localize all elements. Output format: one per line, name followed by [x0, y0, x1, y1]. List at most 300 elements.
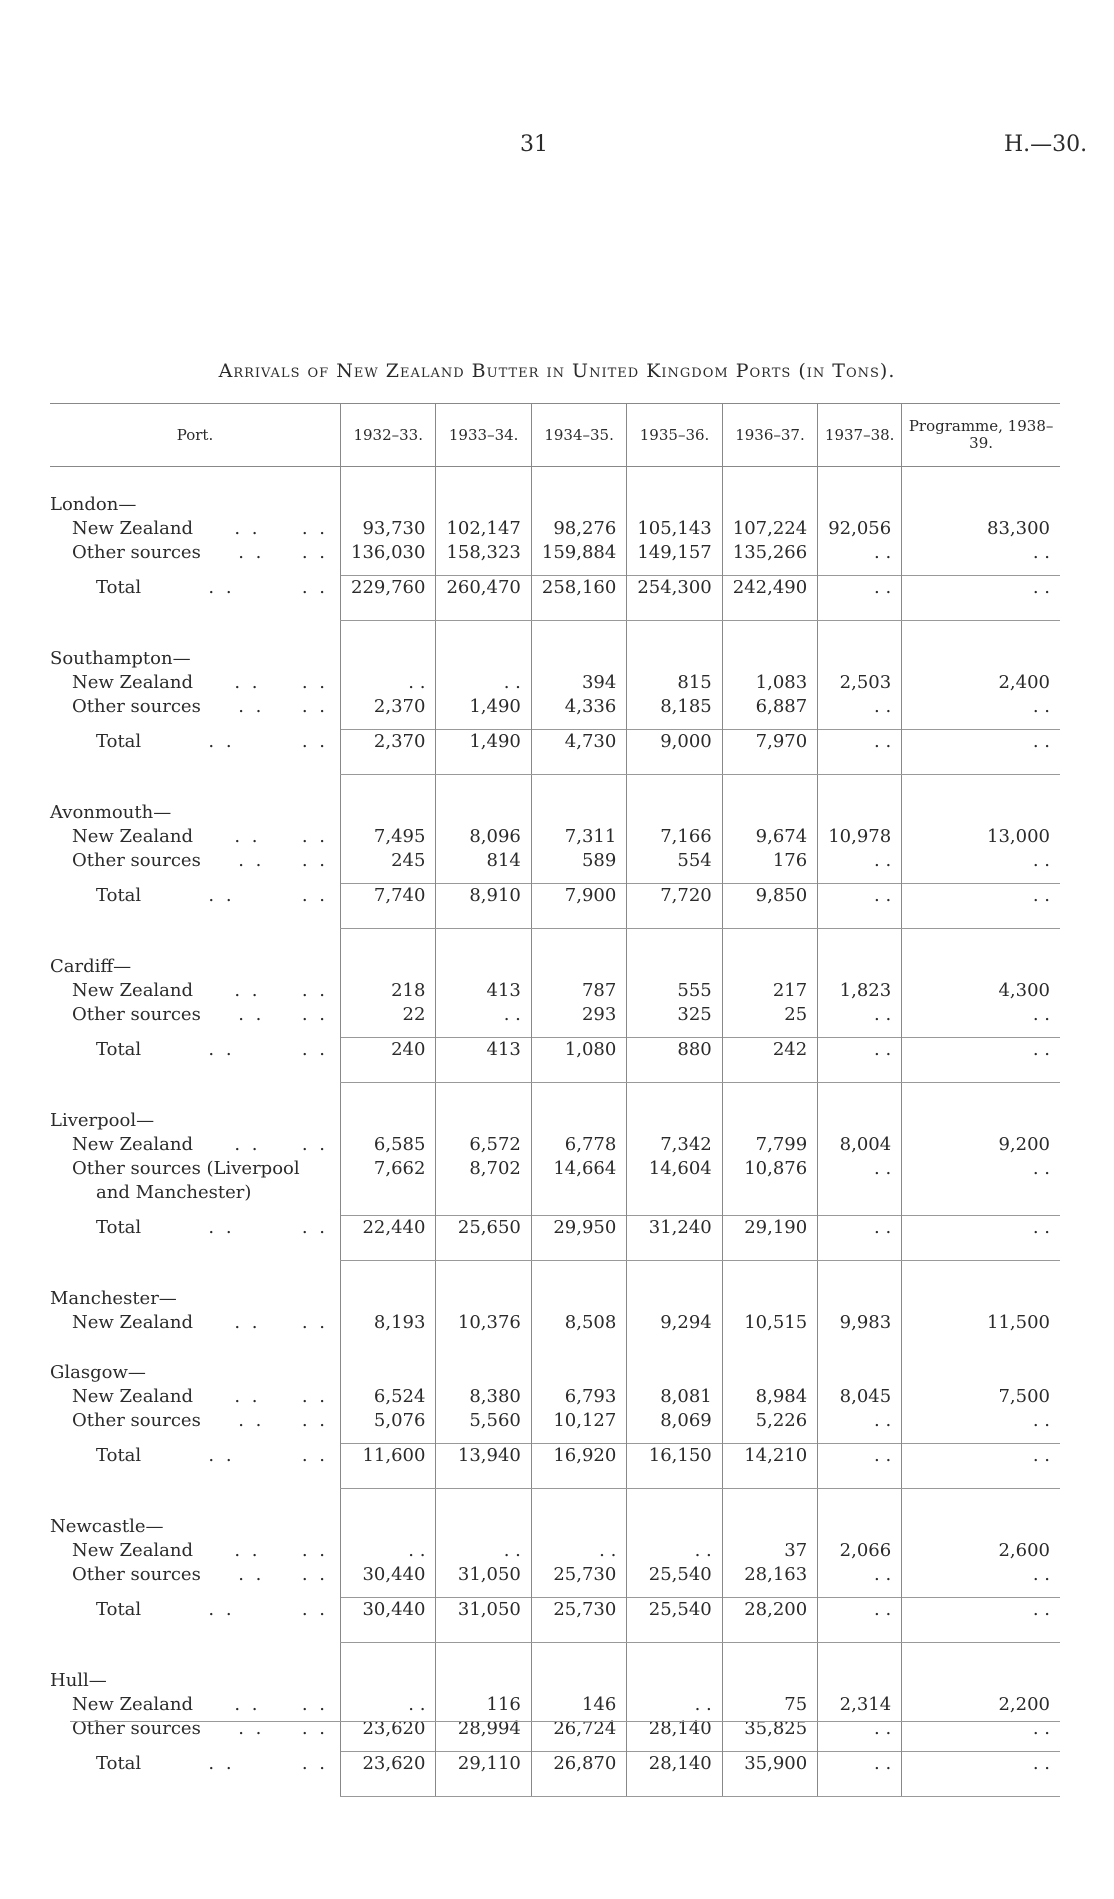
total-cell: 28,200: [722, 1598, 817, 1643]
leader-dots: . .: [301, 1752, 328, 1774]
table-cell: 1,083: [722, 671, 817, 695]
total-cell: . .: [818, 1216, 902, 1261]
total-cell: 2,370: [341, 730, 436, 775]
port-name: Liverpool—: [50, 1110, 155, 1131]
leader-dots: . .: [301, 1216, 328, 1238]
table-cell: . .: [902, 695, 1060, 719]
total-cell: . .: [818, 730, 902, 775]
leader-dots: . .: [234, 518, 261, 539]
table-cell: 8,045: [818, 1385, 902, 1409]
table-cell: 4,336: [531, 695, 626, 719]
total-label: Total: [96, 1444, 142, 1466]
table-cell: . .: [818, 1409, 902, 1433]
leader-dots: . .: [301, 696, 328, 717]
leader-dots: . .: [301, 730, 328, 752]
table-cell: 8,081: [627, 1385, 722, 1409]
table-cell: . .: [818, 1717, 902, 1741]
total-cell: 229,760: [341, 576, 436, 621]
leader-dots: . .: [208, 1444, 235, 1466]
total-label: Total: [96, 1752, 142, 1774]
group-row: [50, 1287, 1060, 1311]
table-cell: 10,876: [722, 1157, 817, 1205]
total-cell: 260,470: [436, 576, 531, 621]
table-row: [50, 1563, 1060, 1587]
total-cell: 880: [627, 1038, 722, 1083]
total-label: Total: [96, 884, 142, 906]
table-row: [50, 979, 1060, 1003]
total-row: [50, 1216, 1060, 1261]
row-label: Other sources: [72, 542, 201, 563]
total-cell: 29,950: [531, 1216, 626, 1261]
total-label: Total: [96, 576, 142, 598]
port-name: Manchester—: [50, 1288, 177, 1309]
table-cell: 589: [531, 849, 626, 873]
table-cell: 814: [436, 849, 531, 873]
table-cell: . .: [818, 695, 902, 719]
table-cell: 146: [531, 1693, 626, 1717]
leader-dots: . .: [238, 1718, 265, 1739]
table-cell: 14,604: [627, 1157, 722, 1205]
leader-dots: . .: [234, 1312, 261, 1333]
table-cell: 2,370: [341, 695, 436, 719]
table-cell: 6,572: [436, 1133, 531, 1157]
total-cell: 9,000: [627, 730, 722, 775]
total-row: [50, 884, 1060, 929]
table-cell: . .: [627, 1539, 722, 1563]
table-cell: 30,440: [341, 1563, 436, 1587]
group-row: [50, 1109, 1060, 1133]
total-cell: . .: [818, 1598, 902, 1643]
table-cell: 1,490: [436, 695, 531, 719]
row-label: New Zealand: [72, 980, 194, 1001]
table-cell: . .: [627, 1693, 722, 1717]
table-cell: . .: [436, 1539, 531, 1563]
leader-dots: . .: [301, 672, 328, 693]
table-cell: 6,778: [531, 1133, 626, 1157]
spacer-row: [50, 775, 1060, 802]
row-label: New Zealand: [72, 826, 194, 847]
table-cell: 787: [531, 979, 626, 1003]
total-cell: 30,440: [341, 1598, 436, 1643]
total-cell: . .: [902, 1444, 1060, 1489]
table-cell: 136,030: [341, 541, 436, 565]
table-cell: 7,166: [627, 825, 722, 849]
total-cell: 1,080: [531, 1038, 626, 1083]
leader-dots: . .: [301, 1134, 328, 1155]
total-row: [50, 1752, 1060, 1797]
table-cell: . .: [902, 1157, 1060, 1205]
total-cell: 8,910: [436, 884, 531, 929]
table-cell: 7,342: [627, 1133, 722, 1157]
total-cell: . .: [902, 1038, 1060, 1083]
table-cell: 2,503: [818, 671, 902, 695]
table-cell: 8,185: [627, 695, 722, 719]
group-row: [50, 1669, 1060, 1693]
leader-dots: . .: [234, 826, 261, 847]
leader-dots: . .: [301, 1038, 328, 1060]
table-cell: 217: [722, 979, 817, 1003]
leader-dots: . .: [234, 672, 261, 693]
total-cell: 16,150: [627, 1444, 722, 1489]
total-cell: 240: [341, 1038, 436, 1083]
table-cell: . .: [531, 1539, 626, 1563]
table-row: [50, 671, 1060, 695]
table-cell: 25,540: [627, 1563, 722, 1587]
table-row: [50, 1157, 1060, 1205]
leader-dots: . .: [234, 1386, 261, 1407]
table-cell: 25,730: [531, 1563, 626, 1587]
spacer-row: [50, 621, 1060, 648]
row-label: Other sources: [72, 1410, 201, 1431]
port-name: Glasgow—: [50, 1362, 146, 1383]
spacer-row: [50, 1489, 1060, 1516]
leader-dots: . .: [301, 826, 328, 847]
total-cell: . .: [902, 884, 1060, 929]
total-cell: 254,300: [627, 576, 722, 621]
total-label: Total: [96, 1598, 142, 1620]
table-cell: 105,143: [627, 517, 722, 541]
leader-dots: . .: [238, 542, 265, 563]
total-label: Total: [96, 1216, 142, 1238]
table-row: [50, 849, 1060, 873]
table-cell: 9,200: [902, 1133, 1060, 1157]
table-cell: 6,524: [341, 1385, 436, 1409]
total-cell: . .: [902, 1752, 1060, 1797]
table-cell: 555: [627, 979, 722, 1003]
table-cell: 7,662: [341, 1157, 436, 1205]
total-cell: 26,870: [531, 1752, 626, 1797]
table-row: [50, 1409, 1060, 1433]
total-cell: 242,490: [722, 576, 817, 621]
port-name: Hull—: [50, 1670, 107, 1691]
leader-dots: . .: [234, 1134, 261, 1155]
leader-dots: . .: [301, 1540, 328, 1561]
spacer-row: [50, 1261, 1060, 1288]
total-cell: 13,940: [436, 1444, 531, 1489]
table-body: [50, 467, 1060, 1797]
table-cell: 26,724: [531, 1717, 626, 1741]
table-cell: 176: [722, 849, 817, 873]
table-cell: 218: [341, 979, 436, 1003]
total-cell: 7,900: [531, 884, 626, 929]
total-cell: 242: [722, 1038, 817, 1083]
table-cell: 9,674: [722, 825, 817, 849]
total-cell: 11,600: [341, 1444, 436, 1489]
total-cell: . .: [818, 1038, 902, 1083]
leader-dots: . .: [208, 1598, 235, 1620]
leader-dots: . .: [208, 1038, 235, 1060]
table-cell: 8,004: [818, 1133, 902, 1157]
row-label: New Zealand: [72, 1694, 194, 1715]
total-cell: 7,720: [627, 884, 722, 929]
group-row: [50, 955, 1060, 979]
table-cell: 159,884: [531, 541, 626, 565]
table-cell: 1,823: [818, 979, 902, 1003]
table-cell: 35,825: [722, 1717, 817, 1741]
row-label: Other sources: [72, 1718, 201, 1739]
leader-dots: . .: [301, 1718, 328, 1739]
total-row: [50, 730, 1060, 775]
row-label: Other sources (Liverpool: [72, 1158, 300, 1179]
leader-dots: . .: [234, 980, 261, 1001]
table-cell: . .: [902, 1563, 1060, 1587]
column-header: 1935–36.: [627, 404, 722, 467]
total-cell: . .: [818, 884, 902, 929]
table-cell: . .: [436, 1003, 531, 1027]
total-label: Total: [96, 1038, 142, 1060]
table-cell: 28,994: [436, 1717, 531, 1741]
table-row: [50, 1539, 1060, 1563]
table-cell: 8,702: [436, 1157, 531, 1205]
table-cell: . .: [341, 1539, 436, 1563]
total-label: Total: [96, 730, 142, 752]
spacer-row: [50, 467, 1060, 494]
total-row: [50, 1444, 1060, 1489]
header-row: [50, 404, 1060, 467]
leader-dots: . .: [301, 1444, 328, 1466]
total-cell: . .: [818, 1752, 902, 1797]
leader-dots: . .: [301, 1386, 328, 1407]
table-cell: . .: [818, 1003, 902, 1027]
row-label-continued: and Manchester): [96, 1182, 252, 1203]
table-cell: 2,200: [902, 1693, 1060, 1717]
table-cell: . .: [341, 671, 436, 695]
table-cell: 10,376: [436, 1311, 531, 1335]
table-cell: 8,096: [436, 825, 531, 849]
column-header: 1932–33.: [341, 404, 436, 467]
column-header: 1934–35.: [531, 404, 626, 467]
table-cell: 102,147: [436, 517, 531, 541]
table-cell: . .: [902, 1409, 1060, 1433]
table-cell: 25: [722, 1003, 817, 1027]
total-cell: 7,970: [722, 730, 817, 775]
leader-dots: . .: [238, 1410, 265, 1431]
table-row: [50, 1385, 1060, 1409]
table-cell: 7,799: [722, 1133, 817, 1157]
table-cell: 28,163: [722, 1563, 817, 1587]
total-cell: . .: [818, 1444, 902, 1489]
leader-dots: . .: [234, 1540, 261, 1561]
table-cell: 116: [436, 1693, 531, 1717]
table-cell: 11,500: [902, 1311, 1060, 1335]
total-cell: . .: [902, 730, 1060, 775]
leader-dots: . .: [301, 850, 328, 871]
table-cell: 245: [341, 849, 436, 873]
table-cell: . .: [818, 1563, 902, 1587]
table-cell: 9,983: [818, 1311, 902, 1335]
table-cell: 10,127: [531, 1409, 626, 1433]
table-cell: 107,224: [722, 517, 817, 541]
table-row: [50, 517, 1060, 541]
table-cell: 7,500: [902, 1385, 1060, 1409]
row-label: Other sources: [72, 1004, 201, 1025]
table-cell: 31,050: [436, 1563, 531, 1587]
table-cell: 2,314: [818, 1693, 902, 1717]
table-cell: 7,311: [531, 825, 626, 849]
leader-dots: . .: [301, 1312, 328, 1333]
row-label: Other sources: [72, 850, 201, 871]
row-label: New Zealand: [72, 1540, 194, 1561]
table-cell: 10,978: [818, 825, 902, 849]
total-cell: 23,620: [341, 1752, 436, 1797]
leader-dots: . .: [234, 1694, 261, 1715]
row-label: New Zealand: [72, 518, 194, 539]
port-name: Newcastle—: [50, 1516, 164, 1537]
table-cell: 158,323: [436, 541, 531, 565]
table-cell: 98,276: [531, 517, 626, 541]
table-cell: 135,266: [722, 541, 817, 565]
spacer-row: [50, 1643, 1060, 1670]
table-cell: 83,300: [902, 517, 1060, 541]
group-row: [50, 801, 1060, 825]
table-cell: 2,066: [818, 1539, 902, 1563]
leader-dots: . .: [301, 1598, 328, 1620]
table-cell: 413: [436, 979, 531, 1003]
table-cell: 6,793: [531, 1385, 626, 1409]
spacer-row: [50, 1335, 1060, 1361]
total-row: [50, 576, 1060, 621]
table-row: [50, 825, 1060, 849]
leader-dots: . .: [238, 850, 265, 871]
table-cell: 75: [722, 1693, 817, 1717]
table-title: Arrivals of New Zealand Butter in United Kingdom Ports (in Tons).: [218, 360, 896, 382]
leader-dots: . .: [238, 696, 265, 717]
row-label: Other sources: [72, 696, 201, 717]
total-cell: 25,650: [436, 1216, 531, 1261]
table-cell: 394: [531, 671, 626, 695]
total-row: [50, 1038, 1060, 1083]
column-header: 1937–38.: [818, 404, 902, 467]
leader-dots: . .: [301, 980, 328, 1001]
table-row: [50, 1133, 1060, 1157]
total-cell: 22,440: [341, 1216, 436, 1261]
total-cell: 258,160: [531, 576, 626, 621]
leader-dots: . .: [301, 542, 328, 563]
table-cell: 93,730: [341, 517, 436, 541]
table-cell: 13,000: [902, 825, 1060, 849]
port-name: Cardiff—: [50, 956, 132, 977]
leader-dots: . .: [301, 518, 328, 539]
table-cell: 554: [627, 849, 722, 873]
table-cell: . .: [902, 849, 1060, 873]
table-cell: 8,069: [627, 1409, 722, 1433]
table-cell: 10,515: [722, 1311, 817, 1335]
table-cell: 28,140: [627, 1717, 722, 1741]
table-row: [50, 1311, 1060, 1335]
table-cell: 2,400: [902, 671, 1060, 695]
leader-dots: . .: [301, 1410, 328, 1431]
table-cell: 293: [531, 1003, 626, 1027]
table-row: [50, 1003, 1060, 1027]
leader-dots: . .: [301, 884, 328, 906]
leader-dots: . .: [208, 1216, 235, 1238]
table-cell: 6,887: [722, 695, 817, 719]
table-cell: 5,226: [722, 1409, 817, 1433]
total-cell: 413: [436, 1038, 531, 1083]
table-cell: 149,157: [627, 541, 722, 565]
spacer-row: [50, 1083, 1060, 1110]
table-cell: 23,620: [341, 1717, 436, 1741]
port-name: London—: [50, 494, 137, 515]
table-row: [50, 1693, 1060, 1717]
bottom-rule: [70, 1721, 1060, 1722]
table-cell: 9,294: [627, 1311, 722, 1335]
table-cell: 22: [341, 1003, 436, 1027]
table-cell: . .: [436, 671, 531, 695]
column-header: 1933–34.: [436, 404, 531, 467]
group-row: [50, 493, 1060, 517]
table-cell: . .: [818, 541, 902, 565]
leader-dots: . .: [238, 1004, 265, 1025]
table-cell: 7,495: [341, 825, 436, 849]
column-header: Port.: [50, 404, 341, 467]
total-cell: . .: [818, 576, 902, 621]
leader-dots: . .: [208, 884, 235, 906]
table-cell: 325: [627, 1003, 722, 1027]
table-cell: 815: [627, 671, 722, 695]
table-row: [50, 541, 1060, 565]
group-row: [50, 1361, 1060, 1385]
total-cell: 14,210: [722, 1444, 817, 1489]
page-number: 31: [520, 132, 548, 157]
column-header: Programme, 1938–39.: [902, 404, 1060, 467]
leader-dots: . .: [208, 1752, 235, 1774]
group-row: [50, 647, 1060, 671]
row-label: New Zealand: [72, 672, 194, 693]
row-label: Other sources: [72, 1564, 201, 1585]
leader-dots: . .: [208, 730, 235, 752]
document-reference: H.—30.: [1004, 132, 1088, 157]
total-cell: 29,110: [436, 1752, 531, 1797]
table-cell: 92,056: [818, 517, 902, 541]
table-cell: 8,193: [341, 1311, 436, 1335]
table-cell: 37: [722, 1539, 817, 1563]
leader-dots: . .: [301, 576, 328, 598]
table-cell: 8,508: [531, 1311, 626, 1335]
table-cell: . .: [818, 1157, 902, 1205]
total-row: [50, 1598, 1060, 1643]
table-cell: . .: [818, 849, 902, 873]
row-label: New Zealand: [72, 1386, 194, 1407]
total-cell: 35,900: [722, 1752, 817, 1797]
total-cell: 7,740: [341, 884, 436, 929]
table-cell: 14,664: [531, 1157, 626, 1205]
spacer-row: [50, 929, 1060, 956]
port-name: Avonmouth—: [50, 802, 172, 823]
total-cell: 31,050: [436, 1598, 531, 1643]
total-cell: . .: [902, 1216, 1060, 1261]
row-label: New Zealand: [72, 1312, 194, 1333]
total-cell: 28,140: [627, 1752, 722, 1797]
table-cell: 6,585: [341, 1133, 436, 1157]
group-row: [50, 1515, 1060, 1539]
table-cell: . .: [902, 541, 1060, 565]
table-cell: 5,560: [436, 1409, 531, 1433]
total-cell: 25,730: [531, 1598, 626, 1643]
total-cell: 9,850: [722, 884, 817, 929]
table-cell: . .: [341, 1693, 436, 1717]
total-cell: . .: [902, 1598, 1060, 1643]
total-cell: 31,240: [627, 1216, 722, 1261]
total-cell: 16,920: [531, 1444, 626, 1489]
leader-dots: . .: [301, 1564, 328, 1585]
butter-arrivals-table: [50, 403, 1060, 1797]
row-label: New Zealand: [72, 1134, 194, 1155]
table-cell: 8,380: [436, 1385, 531, 1409]
table-cell: 8,984: [722, 1385, 817, 1409]
leader-dots: . .: [238, 1564, 265, 1585]
leader-dots: . .: [301, 1004, 328, 1025]
